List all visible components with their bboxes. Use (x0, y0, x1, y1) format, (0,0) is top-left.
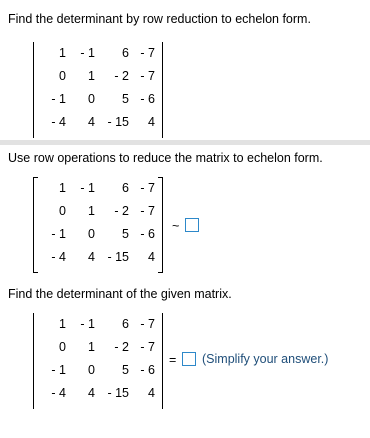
matrix-cell: - 1 (51, 363, 66, 377)
matrix-cell: 0 (88, 92, 95, 106)
matrix-cell: - 6 (140, 227, 155, 241)
question-prompt: Find the determinant by row reduction to echelon form. (8, 12, 311, 26)
matrix-cell: 1 (59, 181, 66, 195)
matrix-cell: 0 (59, 204, 66, 218)
matrix-cell: 6 (122, 317, 129, 331)
left-determinant-bar (33, 42, 34, 138)
simplify-hint: (Simplify your answer.) (202, 352, 329, 366)
matrix-cell: 5 (122, 363, 129, 377)
right-bracket (158, 177, 163, 273)
matrix-cell: 0 (59, 340, 66, 354)
matrix-cell: 4 (148, 386, 155, 400)
matrix-cell: 0 (59, 69, 66, 83)
matrix-cell: 1 (88, 69, 95, 83)
matrix-cell: 1 (88, 204, 95, 218)
matrix-cell: 0 (88, 227, 95, 241)
echelon-form-answer-box[interactable] (185, 218, 199, 232)
matrix-cell: - 1 (51, 92, 66, 106)
matrix-cell: 1 (59, 317, 66, 331)
bracket-matrix (33, 177, 163, 273)
matrix-cell: - 2 (114, 69, 129, 83)
matrix-cell: 4 (148, 115, 155, 129)
matrix-cell: 4 (88, 250, 95, 264)
matrix-cell: - 15 (107, 386, 129, 400)
section-divider (0, 140, 370, 145)
matrix-cell: - 1 (51, 227, 66, 241)
matrix-cell: 4 (148, 250, 155, 264)
matrix-cell: - 6 (140, 92, 155, 106)
matrix-cell: - 15 (107, 115, 129, 129)
matrix-cell: 0 (88, 363, 95, 377)
matrix-cell: 1 (59, 46, 66, 60)
matrix-cell: - 6 (140, 363, 155, 377)
determinant-answer-box[interactable] (182, 352, 196, 366)
determinant-matrix-repeat (33, 313, 163, 409)
matrix-cell: - 2 (114, 204, 129, 218)
matrix-cell: - 7 (140, 204, 155, 218)
matrix-cell: - 7 (140, 181, 155, 195)
matrix-cell: - 1 (80, 317, 95, 331)
right-determinant-bar (162, 313, 163, 409)
matrix-cell: - 2 (114, 340, 129, 354)
right-determinant-bar (162, 42, 163, 138)
matrix-cell: - 7 (140, 46, 155, 60)
equals-sign: = (169, 353, 177, 367)
row-equivalent-symbol: ~ (172, 219, 180, 233)
matrix-cell: - 7 (140, 69, 155, 83)
matrix-cell: 5 (122, 227, 129, 241)
matrix-cell: - 7 (140, 317, 155, 331)
matrix-cell: 6 (122, 46, 129, 60)
matrix-cell: - 4 (51, 386, 66, 400)
determinant-prompt: Find the determinant of the given matrix. (8, 287, 232, 301)
row-reduce-prompt: Use row operations to reduce the matrix to echelon form. (8, 151, 323, 165)
matrix-cell: - 4 (51, 115, 66, 129)
matrix-cell: 6 (122, 181, 129, 195)
matrix-cell: 4 (88, 386, 95, 400)
matrix-cell: 1 (88, 340, 95, 354)
determinant-matrix (33, 42, 163, 138)
matrix-cell: - 15 (107, 250, 129, 264)
matrix-cell: - 7 (140, 340, 155, 354)
left-determinant-bar (33, 313, 34, 409)
matrix-cell: - 4 (51, 250, 66, 264)
matrix-cell: 5 (122, 92, 129, 106)
matrix-cell: 4 (88, 115, 95, 129)
matrix-cell: - 1 (80, 46, 95, 60)
matrix-cell: - 1 (80, 181, 95, 195)
